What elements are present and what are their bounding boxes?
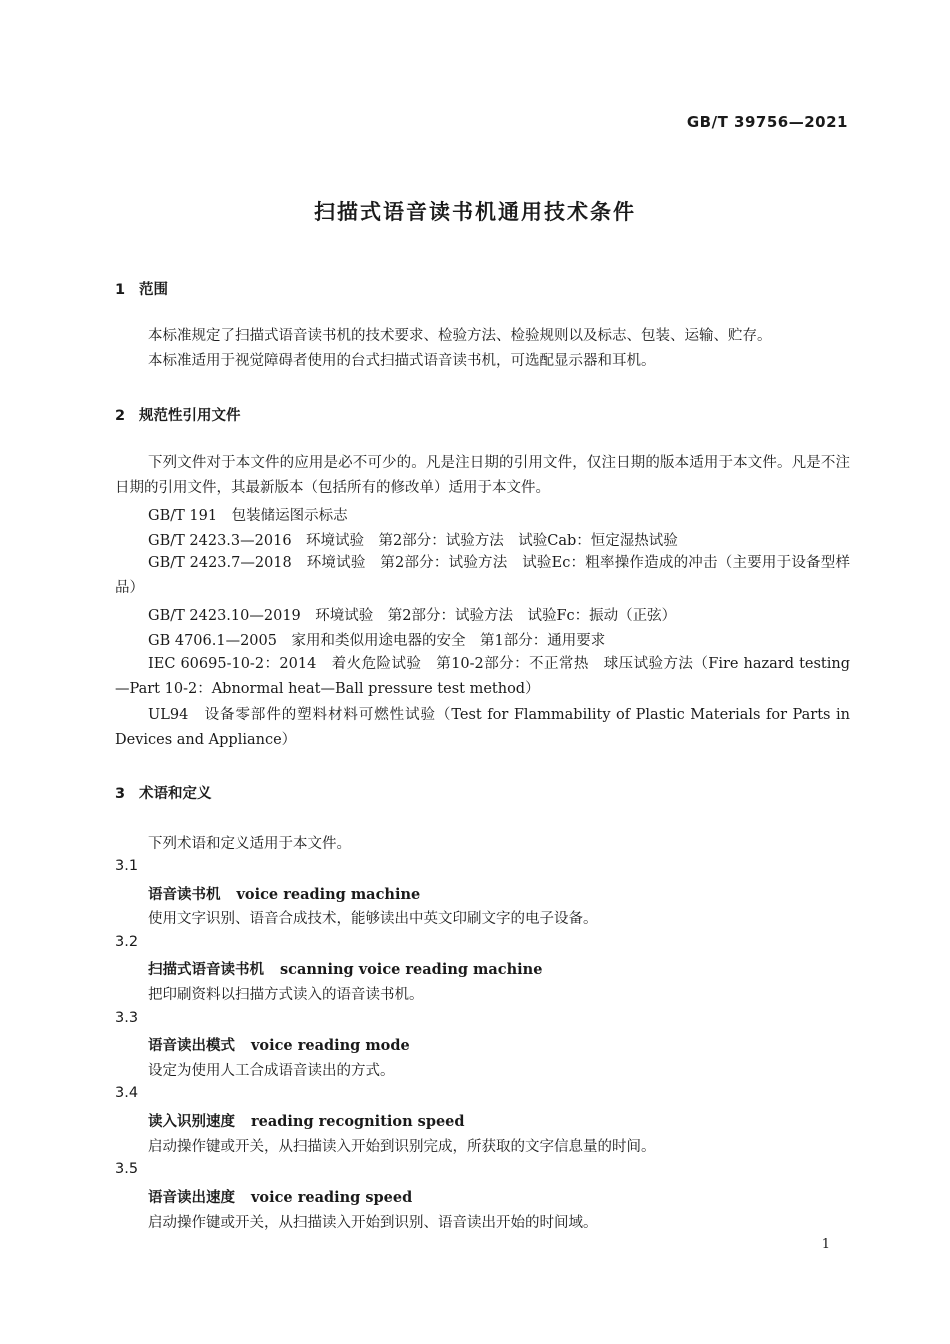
term-en: voice reading speed [251,1189,413,1206]
term-heading [148,1110,465,1131]
section-number: 2 [115,408,126,424]
term-heading [148,1034,410,1055]
section-number: 1 [115,282,126,298]
section-title: 范围 [139,282,168,298]
term-en: reading recognition speed [251,1113,465,1130]
reference-item: GB/T 2423.10—2019 环境试验 第2部分：试验方法 试验Fc：振动（正弦） [148,608,677,624]
term-en: scanning voice reading machine [280,961,543,978]
term-zh: 语音读出速度 [148,1190,235,1206]
reference-item: UL94 设备零部件的塑料材料可燃性试验（Test for Flammability of Plastic Materials for Parts in Devices and Appliance） [115,707,850,748]
standard-code: GB/T 39756—2021 [686,113,848,131]
section-number: 3 [115,786,126,802]
term-definition: 启动操作键或开关，从扫描读入开始到识别、语音读出开始的时间域。 [148,1215,598,1231]
term-heading [148,1186,412,1207]
term-number: 3.3 [115,1010,139,1026]
term-zh: 扫描式语音读书机 [148,962,264,978]
term-zh: 语音读出模式 [148,1038,235,1054]
term-definition: 设定为使用人工合成语音读出的方式。 [148,1063,395,1079]
term-en: voice reading machine [236,886,421,903]
term-zh: 语音读书机 [148,887,221,903]
term-heading [148,958,542,979]
reference-item: GB/T 191 包装储运图示标志 [148,508,348,524]
term-number: 3.4 [115,1085,139,1101]
reference-item: GB 4706.1—2005 家用和类似用途电器的安全 第1部分：通用要求 [148,633,606,649]
scope-paragraph: 本标准规定了扫描式语音读书机的技术要求、检验方法、检验规则以及标志、包装、运输、贮存。 [148,328,772,344]
term-number: 3.1 [115,858,139,874]
references-intro: 下列文件对于本文件的应用是必不可少的。凡是注日期的引用文件，仅注日期的版本适用于本文件。凡是不注日期的引用文件，其最新版本（包括所有的修改单）适用于本文件。 [115,455,850,496]
term-definition: 使用文字识别、语音合成技术，能够读出中英文印刷文字的电子设备。 [148,911,598,927]
reference-item: GB/T 2423.3—2016 环境试验 第2部分：试验方法 试验Cab：恒定湿热试验 [148,533,678,549]
term-number: 3.2 [115,934,139,950]
section-title: 规范性引用文件 [139,408,241,424]
term-en: voice reading mode [251,1037,410,1054]
terms-intro: 下列术语和定义适用于本文件。 [148,836,351,852]
reference-item: IEC 60695-10-2：2014 着火危险试验 第10-2部分：不正常热 球压试验方法（Fire hazard testing—Part 10-2：Abnormal heat—Ball pressure test method） [115,656,850,697]
reference-item: GB/T 2423.7—2018 环境试验 第2部分：试验方法 试验Ec：粗率操作造成的冲击（主要用于设备型样品） [115,555,850,596]
section-heading-scope [115,278,168,299]
page-number: 1 [821,1237,830,1252]
document-title: 扫描式语音读书机通用技术条件 [314,200,636,224]
section-heading-references [115,404,241,425]
term-definition: 启动操作键或开关，从扫描读入开始到识别完成，所获取的文字信息量的时间。 [148,1139,656,1155]
term-definition: 把印刷资料以扫描方式读入的语音读书机。 [148,987,424,1003]
section-title: 术语和定义 [139,786,212,802]
term-heading [148,883,420,904]
section-heading-terms [115,782,212,803]
scope-paragraph: 本标准适用于视觉障碍者使用的台式扫描式语音读书机，可选配显示器和耳机。 [148,353,656,369]
term-number: 3.5 [115,1161,139,1177]
term-zh: 读入识别速度 [148,1114,235,1130]
